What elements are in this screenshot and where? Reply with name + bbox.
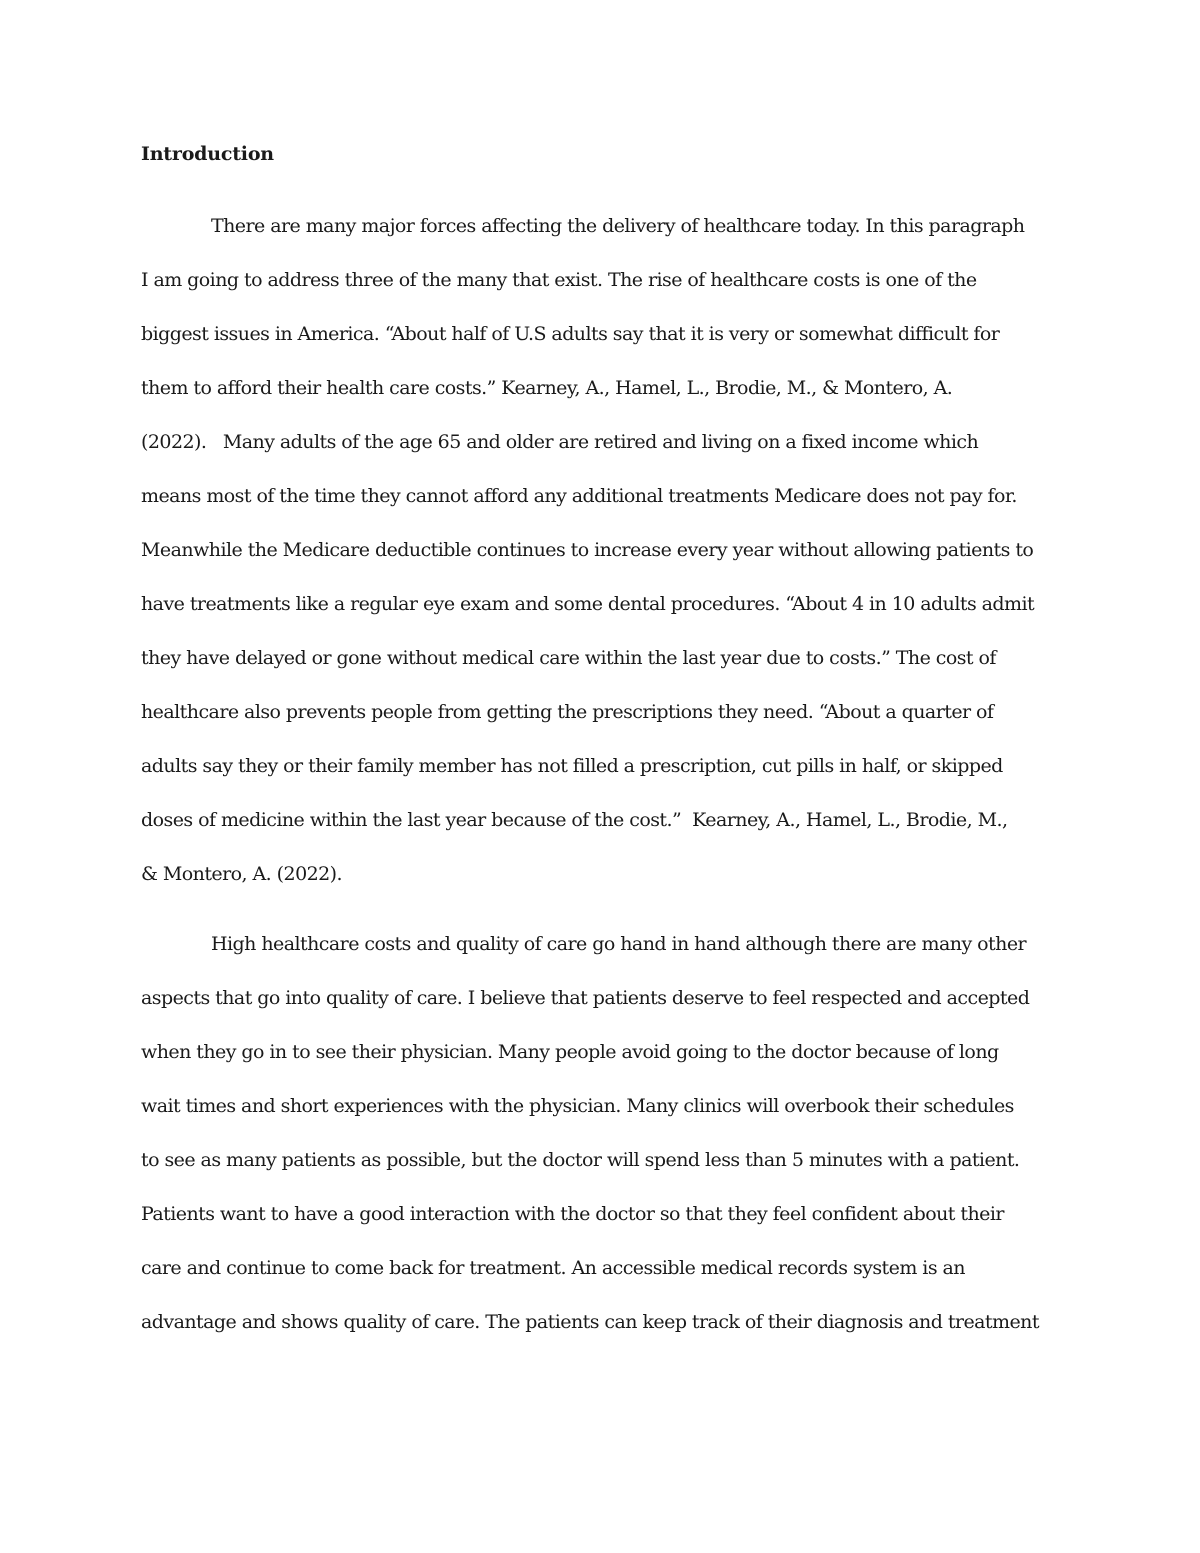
paragraph-1-line-12: doses of medicine within the last year because of the cost.” Kearney, A., Hamel, L., Brodie, M.,: [141, 809, 1008, 831]
paragraph-1-line-6: means most of the time they cannot afford any additional treatments Medicare does not pay for.: [141, 485, 1017, 507]
paragraph-2-line-2: aspects that go into quality of care. I believe that patients deserve to feel respected and accepted: [141, 987, 1030, 1009]
paragraph-1-line-2: I am going to address three of the many that exist. The rise of healthcare costs is one of the: [141, 269, 977, 291]
paragraph-1-line-7: Meanwhile the Medicare deductible continues to increase every year without allowing patients to: [141, 539, 1034, 561]
paragraph-1-line-9: they have delayed or gone without medical care within the last year due to costs.” The cost of: [141, 647, 996, 669]
paragraph-2-line-1: High healthcare costs and quality of care go hand in hand although there are many other: [211, 933, 1027, 955]
paragraph-1-line-5: (2022). Many adults of the age 65 and older are retired and living on a fixed income which: [141, 431, 979, 453]
paragraph-1-line-4: them to afford their health care costs.” Kearney, A., Hamel, L., Brodie, M., & Montero, A.: [141, 377, 953, 399]
paragraph-1-line-13: & Montero, A. (2022).: [141, 863, 343, 885]
paragraph-1-line-10: healthcare also prevents people from getting the prescriptions they need. “About a quarter of: [141, 701, 994, 723]
paragraph-1-line-11: adults say they or their family member has not filled a prescription, cut pills in half, or skipped: [141, 755, 1003, 777]
paragraph-1-line-3: biggest issues in America. “About half of U.S adults say that it is very or somewhat difficult for: [141, 323, 1000, 345]
paragraph-2-line-3: when they go in to see their physician. Many people avoid going to the doctor because of long: [141, 1041, 999, 1063]
paragraph-2-line-7: care and continue to come back for treatment. An accessible medical records system is an: [141, 1257, 965, 1279]
paragraph-1-line-1: There are many major forces affecting the delivery of healthcare today. In this paragraph: [211, 215, 1025, 237]
section-heading: Introduction: [141, 143, 274, 165]
paragraph-2-line-4: wait times and short experiences with the physician. Many clinics will overbook their schedules: [141, 1095, 1014, 1117]
paragraph-2-line-6: Patients want to have a good interaction with the doctor so that they feel confident about their: [141, 1203, 1004, 1225]
paragraph-2-line-8: advantage and shows quality of care. The patients can keep track of their diagnosis and treatment: [141, 1311, 1039, 1333]
paragraph-2-line-5: to see as many patients as possible, but the doctor will spend less than 5 minutes with a patient.: [141, 1149, 1020, 1171]
paragraph-1-line-8: have treatments like a regular eye exam and some dental procedures. “About 4 in 10 adults admit: [141, 593, 1035, 615]
